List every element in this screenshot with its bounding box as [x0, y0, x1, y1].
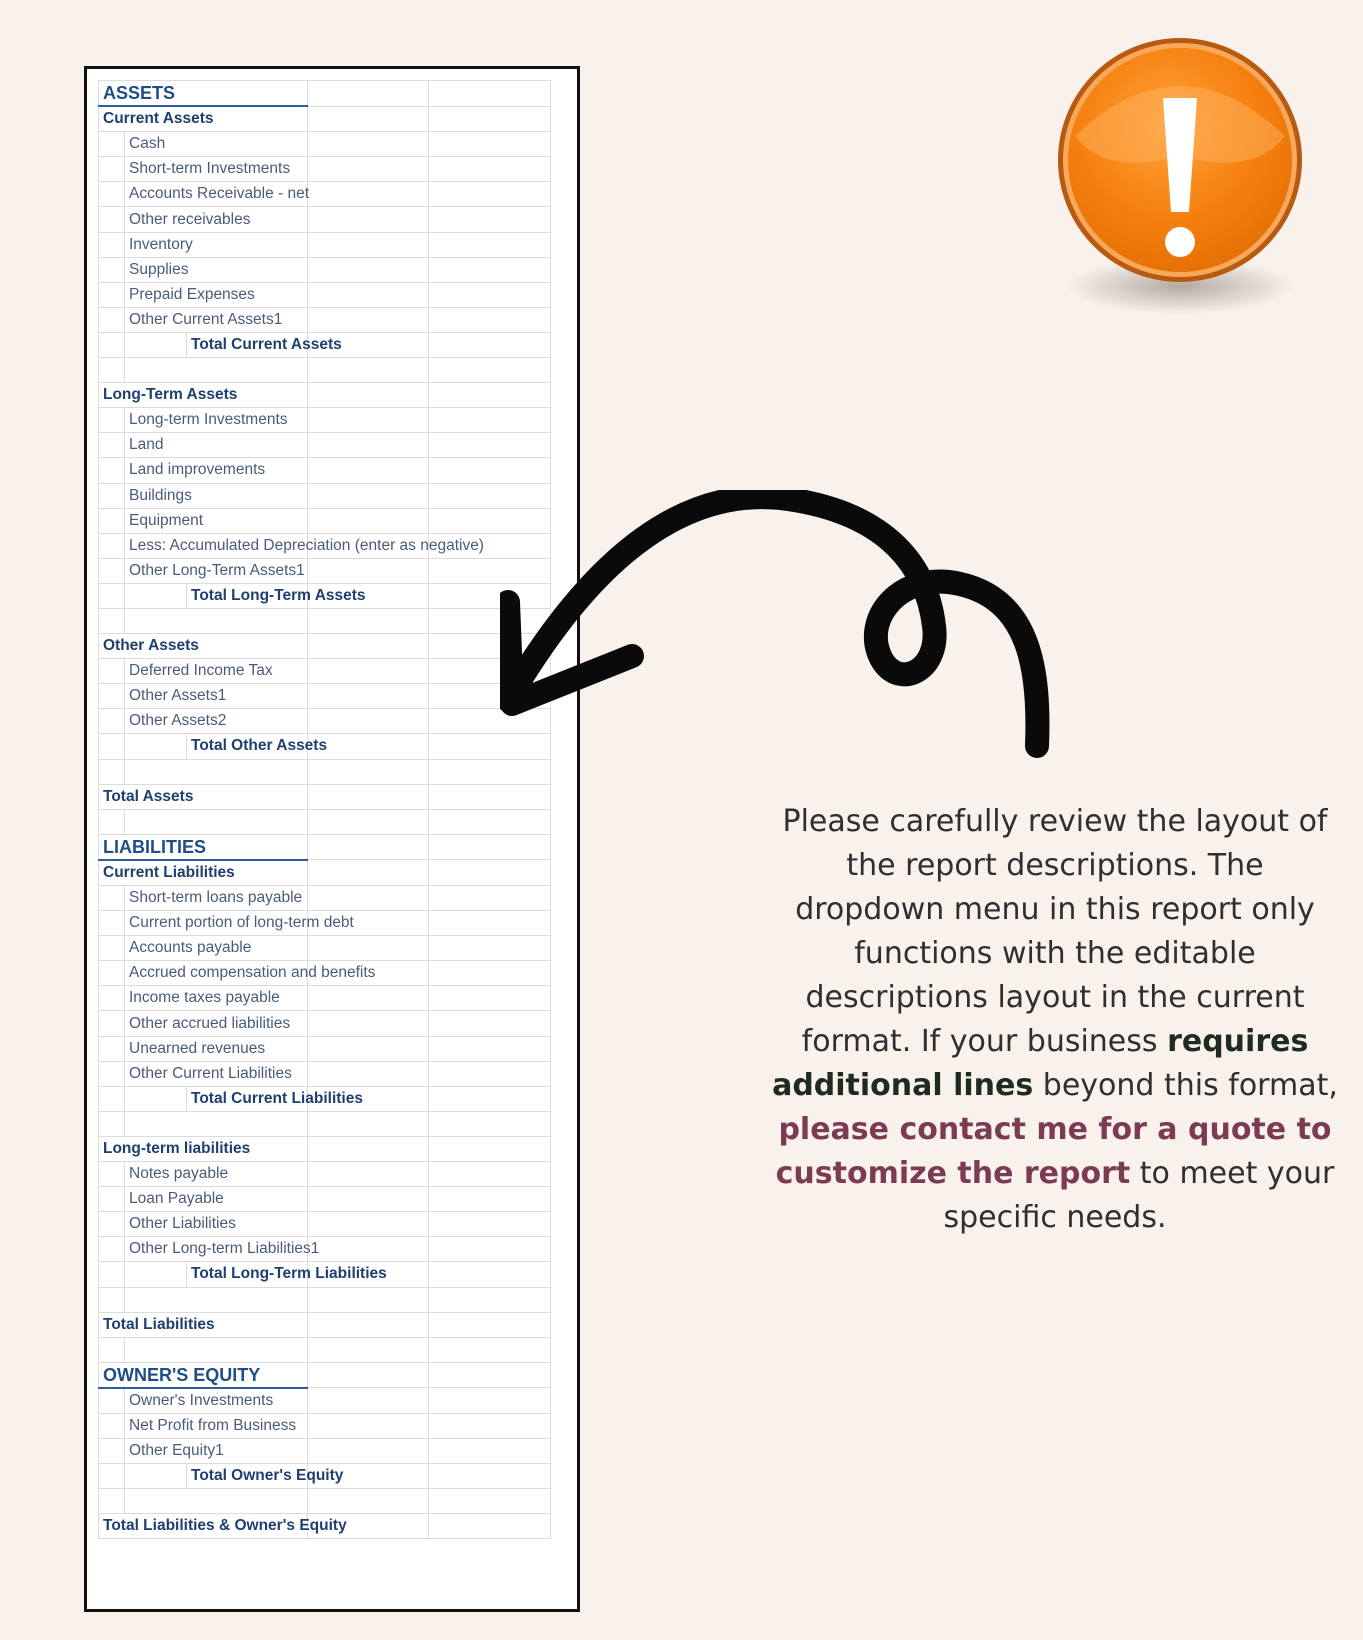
- sheet-cell-label[interactable]: Total Long-Term Assets: [187, 583, 308, 608]
- sheet-cell-label[interactable]: Net Profit from Business: [125, 1413, 308, 1438]
- sheet-cell[interactable]: [429, 936, 551, 961]
- sheet-cell-label[interactable]: Other Current Liabilities: [125, 1061, 308, 1086]
- sheet-cell-label[interactable]: Deferred Income Tax: [125, 659, 308, 684]
- sheet-cell-label[interactable]: ASSETS: [99, 81, 308, 107]
- sheet-row: [99, 383, 551, 408]
- sheet-cell[interactable]: [429, 1388, 551, 1414]
- sheet-cell-label[interactable]: Cash: [125, 132, 308, 157]
- sheet-row: [99, 1086, 551, 1111]
- sheet-cell-label[interactable]: Loan Payable: [125, 1187, 308, 1212]
- sheet-cell-label[interactable]: Less: Accumulated Depreciation (enter as negative): [125, 533, 308, 558]
- sheet-row: [99, 257, 551, 282]
- sheet-cell[interactable]: [99, 433, 125, 458]
- sheet-cell[interactable]: [429, 1337, 551, 1362]
- sheet-cell-label[interactable]: Short-term Investments: [125, 157, 308, 182]
- sheet-row: [99, 860, 551, 886]
- note-text-3: to meet your specific needs.: [943, 1156, 1335, 1235]
- sheet-row: [99, 834, 551, 860]
- sheet-cell[interactable]: [99, 207, 125, 232]
- sheet-cell[interactable]: [99, 307, 125, 332]
- sheet-row: [99, 358, 551, 383]
- sheet-cell[interactable]: [99, 332, 125, 357]
- sheet-cell-label[interactable]: Total Liabilities: [99, 1312, 308, 1337]
- sheet-row: [99, 709, 551, 734]
- sheet-cell[interactable]: [429, 1187, 551, 1212]
- sheet-cell-label[interactable]: Other Current Assets1: [125, 307, 308, 332]
- sheet-cell[interactable]: [429, 886, 551, 911]
- sheet-cell[interactable]: [308, 1136, 429, 1161]
- sheet-cell[interactable]: [429, 1061, 551, 1086]
- sheet-cell-label[interactable]: Income taxes payable: [125, 986, 308, 1011]
- sheet-row: [99, 1136, 551, 1161]
- sheet-cell[interactable]: [125, 759, 308, 784]
- sheet-cell[interactable]: [99, 483, 125, 508]
- sheet-cell[interactable]: [308, 558, 429, 583]
- sheet-cell[interactable]: [429, 1086, 551, 1111]
- sheet-cell[interactable]: [429, 1312, 551, 1337]
- sheet-cell[interactable]: [429, 433, 551, 458]
- sheet-row: [99, 307, 551, 332]
- sheet-cell-label[interactable]: Land improvements: [125, 458, 308, 483]
- sheet-cell[interactable]: [308, 1212, 429, 1237]
- sheet-cell[interactable]: [125, 1287, 308, 1312]
- sheet-cell-label[interactable]: Other Equity1: [125, 1439, 308, 1464]
- sheet-row: [99, 1439, 551, 1464]
- sheet-cell[interactable]: [99, 911, 125, 936]
- sheet-cell[interactable]: [308, 257, 429, 282]
- sheet-row: [99, 533, 551, 558]
- sheet-row: [99, 1287, 551, 1312]
- sheet-cell[interactable]: [429, 860, 551, 886]
- sheet-cell[interactable]: [308, 383, 429, 408]
- sheet-cell[interactable]: [308, 1011, 429, 1036]
- sheet-cell[interactable]: [429, 307, 551, 332]
- sheet-row: [99, 207, 551, 232]
- sheet-cell-label[interactable]: Owner's Investments: [125, 1388, 308, 1414]
- sheet-cell[interactable]: [308, 1162, 429, 1187]
- sheet-row: [99, 81, 551, 107]
- sheet-cell[interactable]: [99, 1337, 125, 1362]
- sheet-cell[interactable]: [99, 558, 125, 583]
- sheet-cell-label[interactable]: Prepaid Expenses: [125, 282, 308, 307]
- sheet-cell[interactable]: [308, 1489, 429, 1514]
- sheet-cell[interactable]: [99, 232, 125, 257]
- sheet-row: [99, 1111, 551, 1136]
- sheet-row: [99, 784, 551, 809]
- sheet-row: [99, 1514, 551, 1539]
- instruction-note: [770, 800, 1340, 1240]
- sheet-cell[interactable]: [429, 911, 551, 936]
- sheet-row: [99, 1489, 551, 1514]
- sheet-cell[interactable]: [429, 1262, 551, 1287]
- sheet-cell[interactable]: [429, 1212, 551, 1237]
- sheet-row: [99, 508, 551, 533]
- sheet-cell-label[interactable]: Other Assets2: [125, 709, 308, 734]
- sheet-cell-label[interactable]: Notes payable: [125, 1162, 308, 1187]
- sheet-cell[interactable]: [99, 408, 125, 433]
- sheet-cell[interactable]: [429, 207, 551, 232]
- sheet-cell[interactable]: [308, 809, 429, 834]
- sheet-cell[interactable]: [429, 1036, 551, 1061]
- sheet-cell[interactable]: [429, 1413, 551, 1438]
- sheet-cell-label[interactable]: Buildings: [125, 483, 308, 508]
- sheet-cell[interactable]: [99, 1187, 125, 1212]
- sheet-cell[interactable]: [99, 1061, 125, 1086]
- sheet-cell[interactable]: [99, 533, 125, 558]
- sheet-cell[interactable]: [429, 257, 551, 282]
- sheet-cell[interactable]: [99, 1237, 125, 1262]
- sheet-cell[interactable]: [99, 132, 125, 157]
- sheet-cell[interactable]: [308, 986, 429, 1011]
- sheet-cell-label[interactable]: Inventory: [125, 232, 308, 257]
- sheet-cell[interactable]: [99, 1011, 125, 1036]
- sheet-row: [99, 809, 551, 834]
- sheet-cell[interactable]: [429, 232, 551, 257]
- sheet-cell[interactable]: [125, 809, 308, 834]
- sheet-cell[interactable]: [429, 1136, 551, 1161]
- sheet-cell-label[interactable]: Supplies: [125, 257, 308, 282]
- sheet-cell-label[interactable]: Other Liabilities: [125, 1212, 308, 1237]
- sheet-cell[interactable]: [429, 81, 551, 107]
- sheet-cell[interactable]: [429, 332, 551, 357]
- sheet-cell[interactable]: [99, 1439, 125, 1464]
- sheet-cell[interactable]: [308, 1312, 429, 1337]
- sheet-cell[interactable]: [308, 608, 429, 633]
- sheet-cell[interactable]: [125, 734, 187, 759]
- sheet-cell[interactable]: [99, 458, 125, 483]
- sheet-cell[interactable]: [99, 157, 125, 182]
- sheet-cell[interactable]: [308, 1413, 429, 1438]
- sheet-cell-label[interactable]: Accounts Receivable - net: [125, 182, 308, 207]
- sheet-cell[interactable]: [99, 257, 125, 282]
- sheet-cell[interactable]: [99, 659, 125, 684]
- exclamation-icon: [1055, 36, 1315, 336]
- sheet-cell[interactable]: [308, 282, 429, 307]
- sheet-cell[interactable]: [308, 886, 429, 911]
- sheet-row: [99, 1464, 551, 1489]
- sheet-cell[interactable]: [99, 1287, 125, 1312]
- curved-arrow-icon: [500, 490, 1060, 810]
- spreadsheet-preview: [84, 66, 580, 1612]
- sheet-cell[interactable]: [429, 132, 551, 157]
- sheet-row: [99, 1061, 551, 1086]
- sheet-row: [99, 886, 551, 911]
- sheet-cell-label[interactable]: Total Other Assets: [187, 734, 308, 759]
- sheet-row: [99, 936, 551, 961]
- sheet-row: [99, 1262, 551, 1287]
- sheet-row: [99, 157, 551, 182]
- sheet-cell-label[interactable]: Accrued compensation and benefits: [125, 961, 308, 986]
- sheet-row: [99, 332, 551, 357]
- sheet-cell[interactable]: [99, 709, 125, 734]
- note-bold-text: requires additional lines: [772, 1024, 1309, 1103]
- sheet-cell[interactable]: [429, 986, 551, 1011]
- sheet-cell[interactable]: [308, 1237, 429, 1262]
- sheet-cell[interactable]: [125, 583, 187, 608]
- sheet-cell[interactable]: [308, 483, 429, 508]
- sheet-cell[interactable]: [125, 1464, 187, 1489]
- sheet-cell[interactable]: [125, 358, 308, 383]
- sheet-cell[interactable]: [429, 1287, 551, 1312]
- sheet-cell[interactable]: [308, 157, 429, 182]
- sheet-cell[interactable]: [99, 986, 125, 1011]
- sheet-cell[interactable]: [308, 1036, 429, 1061]
- sheet-cell[interactable]: [308, 709, 429, 734]
- sheet-cell[interactable]: [308, 860, 429, 886]
- sheet-cell-label[interactable]: Other receivables: [125, 207, 308, 232]
- sheet-row: [99, 634, 551, 659]
- sheet-cell[interactable]: [429, 1439, 551, 1464]
- sheet-cell[interactable]: [125, 1489, 308, 1514]
- sheet-cell[interactable]: [308, 1061, 429, 1086]
- sheet-cell-label[interactable]: Current Assets: [99, 106, 308, 132]
- sheet-cell[interactable]: [308, 1187, 429, 1212]
- sheet-cell[interactable]: [429, 1514, 551, 1539]
- sheet-cell[interactable]: [308, 132, 429, 157]
- sheet-cell[interactable]: [429, 809, 551, 834]
- sheet-cell[interactable]: [99, 508, 125, 533]
- sheet-cell[interactable]: [125, 1337, 308, 1362]
- note-text-2: beyond this format,: [1033, 1068, 1338, 1103]
- sheet-cell[interactable]: [99, 1489, 125, 1514]
- sheet-cell[interactable]: [99, 809, 125, 834]
- sheet-row: [99, 1036, 551, 1061]
- sheet-cell[interactable]: [99, 961, 125, 986]
- sheet-row: [99, 1212, 551, 1237]
- sheet-cell[interactable]: [308, 1287, 429, 1312]
- sheet-cell[interactable]: [99, 1413, 125, 1438]
- sheet-cell[interactable]: [99, 734, 125, 759]
- sheet-cell[interactable]: [308, 784, 429, 809]
- sheet-cell-label[interactable]: Total Owner's Equity: [187, 1464, 308, 1489]
- sheet-row: [99, 106, 551, 132]
- sheet-cell-label[interactable]: Current Liabilities: [99, 860, 308, 886]
- sheet-cell-label[interactable]: Other Assets1: [125, 684, 308, 709]
- sheet-cell[interactable]: [429, 408, 551, 433]
- sheet-cell-label[interactable]: OWNER'S EQUITY: [99, 1362, 308, 1388]
- balance-sheet-grid: [98, 80, 551, 1539]
- sheet-cell[interactable]: [125, 1086, 187, 1111]
- sheet-cell-label[interactable]: Land: [125, 433, 308, 458]
- sheet-cell[interactable]: [308, 81, 429, 107]
- sheet-cell[interactable]: [99, 1464, 125, 1489]
- sheet-cell[interactable]: [308, 1362, 429, 1388]
- sheet-cell[interactable]: [99, 358, 125, 383]
- sheet-cell[interactable]: [99, 1262, 125, 1287]
- sheet-cell-label[interactable]: LIABILITIES: [99, 834, 308, 860]
- sheet-cell[interactable]: [308, 232, 429, 257]
- sheet-cell[interactable]: [308, 433, 429, 458]
- sheet-cell[interactable]: [308, 634, 429, 659]
- sheet-cell[interactable]: [308, 936, 429, 961]
- sheet-cell[interactable]: [99, 886, 125, 911]
- sheet-cell[interactable]: [429, 1237, 551, 1262]
- sheet-cell[interactable]: [429, 157, 551, 182]
- sheet-cell[interactable]: [99, 608, 125, 633]
- sheet-cell[interactable]: [99, 1162, 125, 1187]
- sheet-cell[interactable]: [429, 458, 551, 483]
- sheet-row: [99, 583, 551, 608]
- sheet-cell-label[interactable]: Total Assets: [99, 784, 308, 809]
- note-text-1: Please carefully review the layout of the report descriptions. The dropdown menu in this report only functions with the editable descriptions layout in the current format. If your business: [782, 804, 1328, 1059]
- sheet-cell[interactable]: [308, 1337, 429, 1362]
- sheet-cell[interactable]: [308, 106, 429, 132]
- sheet-cell[interactable]: [308, 358, 429, 383]
- sheet-cell-label[interactable]: Other accrued liabilities: [125, 1011, 308, 1036]
- sheet-cell[interactable]: [429, 961, 551, 986]
- sheet-cell-label[interactable]: Total Current Liabilities: [187, 1086, 308, 1111]
- sheet-row: [99, 608, 551, 633]
- sheet-row: [99, 408, 551, 433]
- sheet-cell-label[interactable]: Total Long-Term Liabilities: [187, 1262, 308, 1287]
- sheet-row: [99, 1187, 551, 1212]
- sheet-cell[interactable]: [125, 332, 187, 357]
- sheet-cell-label[interactable]: Long-term liabilities: [99, 1136, 308, 1161]
- sheet-cell[interactable]: [308, 659, 429, 684]
- sheet-row: [99, 458, 551, 483]
- sheet-cell[interactable]: [125, 608, 308, 633]
- sheet-row: [99, 182, 551, 207]
- sheet-row: [99, 282, 551, 307]
- sheet-cell-label[interactable]: Unearned revenues: [125, 1036, 308, 1061]
- sheet-cell-label[interactable]: Short-term loans payable: [125, 886, 308, 911]
- sheet-cell[interactable]: [99, 1086, 125, 1111]
- sheet-cell[interactable]: [99, 759, 125, 784]
- sheet-row: [99, 1413, 551, 1438]
- sheet-cell[interactable]: [308, 1388, 429, 1414]
- sheet-cell[interactable]: [308, 307, 429, 332]
- sheet-row: [99, 734, 551, 759]
- sheet-cell[interactable]: [308, 759, 429, 784]
- sheet-cell[interactable]: [99, 1036, 125, 1061]
- sheet-row: [99, 1237, 551, 1262]
- sheet-row: [99, 911, 551, 936]
- sheet-row: [99, 961, 551, 986]
- sheet-cell[interactable]: [99, 583, 125, 608]
- sheet-cell[interactable]: [308, 182, 429, 207]
- sheet-cell-label[interactable]: Other Assets: [99, 634, 308, 659]
- sheet-cell[interactable]: [99, 1388, 125, 1414]
- sheet-row: [99, 1362, 551, 1388]
- sheet-cell[interactable]: [429, 1011, 551, 1036]
- sheet-cell[interactable]: [308, 684, 429, 709]
- sheet-cell[interactable]: [429, 1362, 551, 1388]
- sheet-cell-label[interactable]: Equipment: [125, 508, 308, 533]
- sheet-cell[interactable]: [429, 182, 551, 207]
- sheet-cell[interactable]: [429, 358, 551, 383]
- sheet-cell[interactable]: [429, 1489, 551, 1514]
- sheet-cell-label[interactable]: Other Long-Term Assets1: [125, 558, 308, 583]
- sheet-row: [99, 132, 551, 157]
- sheet-row: [99, 1337, 551, 1362]
- sheet-cell[interactable]: [308, 1111, 429, 1136]
- sheet-row: [99, 684, 551, 709]
- sheet-cell-label[interactable]: Long-Term Assets: [99, 383, 308, 408]
- sheet-cell[interactable]: [125, 1262, 187, 1287]
- sheet-cell-label[interactable]: Current portion of long-term debt: [125, 911, 308, 936]
- sheet-cell-label[interactable]: Total Current Assets: [187, 332, 308, 357]
- sheet-cell-label[interactable]: Accounts payable: [125, 936, 308, 961]
- sheet-cell[interactable]: [429, 1162, 551, 1187]
- sheet-cell[interactable]: [99, 1212, 125, 1237]
- sheet-cell[interactable]: [99, 182, 125, 207]
- sheet-cell[interactable]: [308, 834, 429, 860]
- sheet-row: [99, 659, 551, 684]
- sheet-cell[interactable]: [308, 508, 429, 533]
- sheet-cell[interactable]: [308, 1439, 429, 1464]
- sheet-row: [99, 759, 551, 784]
- sheet-row: [99, 483, 551, 508]
- sheet-cell[interactable]: [125, 1111, 308, 1136]
- sheet-row: [99, 1312, 551, 1337]
- sheet-cell[interactable]: [429, 834, 551, 860]
- sheet-cell-label[interactable]: Total Liabilities & Owner's Equity: [99, 1514, 308, 1539]
- sheet-cell[interactable]: [308, 408, 429, 433]
- sheet-row: [99, 433, 551, 458]
- sheet-cell[interactable]: [308, 458, 429, 483]
- sheet-row: [99, 986, 551, 1011]
- contact-highlight: please contact me for a quote to customize the report: [775, 1112, 1332, 1191]
- sheet-row: [99, 1011, 551, 1036]
- sheet-cell[interactable]: [429, 1111, 551, 1136]
- sheet-row: [99, 558, 551, 583]
- sheet-row: [99, 232, 551, 257]
- sheet-row: [99, 1162, 551, 1187]
- sheet-cell[interactable]: [429, 106, 551, 132]
- sheet-cell[interactable]: [429, 1464, 551, 1489]
- sheet-cell[interactable]: [308, 207, 429, 232]
- sheet-cell[interactable]: [99, 1111, 125, 1136]
- sheet-cell-label[interactable]: Other Long-term Liabilities1: [125, 1237, 308, 1262]
- sheet-cell-label[interactable]: Long-term Investments: [125, 408, 308, 433]
- sheet-row: [99, 1388, 551, 1414]
- sheet-cell[interactable]: [99, 936, 125, 961]
- sheet-cell[interactable]: [429, 282, 551, 307]
- sheet-cell[interactable]: [99, 282, 125, 307]
- sheet-cell[interactable]: [99, 684, 125, 709]
- sheet-cell[interactable]: [429, 383, 551, 408]
